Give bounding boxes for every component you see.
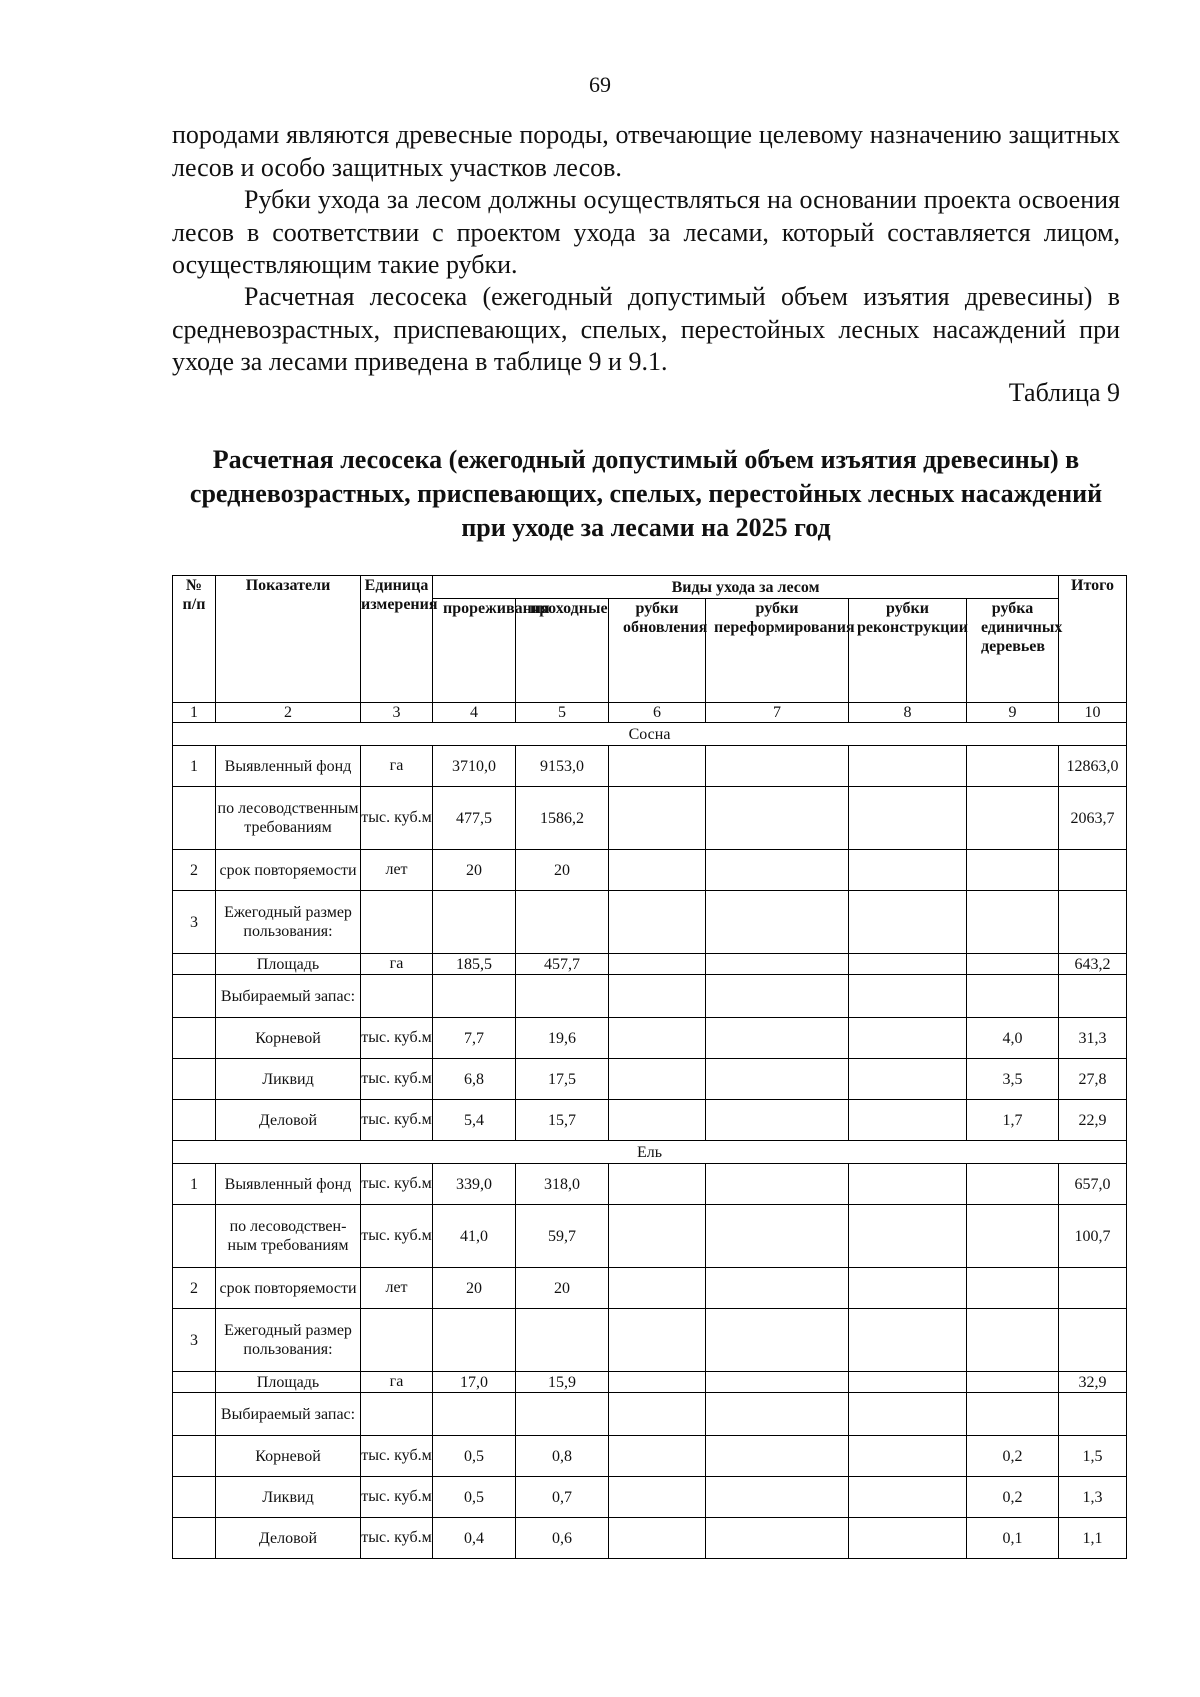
row-total: 100,7 (1059, 1205, 1127, 1268)
table-row (173, 1518, 1127, 1559)
row-number (173, 1477, 216, 1518)
row-total: 643,2 (1059, 954, 1127, 975)
section-name: Ель (173, 1141, 1127, 1164)
section-row (173, 1141, 1127, 1164)
row-unit: га (361, 1372, 433, 1393)
row-total: 12863,0 (1059, 746, 1127, 787)
row-indicator: Корневой (216, 1018, 361, 1059)
row-number (173, 1059, 216, 1100)
table-header (173, 576, 1127, 703)
row-value (609, 1100, 706, 1141)
column-number: 2 (216, 703, 361, 723)
row-number (173, 975, 216, 1018)
row-value (609, 1268, 706, 1309)
table-row (173, 1268, 1127, 1309)
row-value: 0,5 (433, 1436, 516, 1477)
header-type: рубки переформирования (706, 599, 849, 703)
table-row (173, 1164, 1127, 1205)
row-value (706, 1268, 849, 1309)
row-value: 20 (433, 850, 516, 891)
row-unit: тыс. куб.м (361, 787, 433, 850)
table-row (173, 850, 1127, 891)
row-total: 22,9 (1059, 1100, 1127, 1141)
table-row (173, 1372, 1127, 1393)
row-value (849, 746, 967, 787)
row-total: 657,0 (1059, 1164, 1127, 1205)
row-value (609, 1164, 706, 1205)
row-value (706, 1059, 849, 1100)
row-value (967, 975, 1059, 1018)
row-number: 3 (173, 891, 216, 954)
header-type: проходные (516, 599, 609, 703)
row-value: 0,2 (967, 1477, 1059, 1518)
header-type: рубка единичных деревьев (967, 599, 1059, 703)
row-total: 27,8 (1059, 1059, 1127, 1100)
row-value (609, 1309, 706, 1372)
row-number (173, 954, 216, 975)
row-indicator: Выбираемый запас: (216, 975, 361, 1018)
row-value (706, 746, 849, 787)
row-indicator: по лесоводствен-ным требованиям (216, 1205, 361, 1268)
header-type: прореживания (433, 599, 516, 703)
row-unit: тыс. куб.м (361, 1164, 433, 1205)
paragraph-2: Рубки ухода за лесом должны осуществляться на основании проекта освоения лесов в соответствии с проектом ухода за лесами, который составляется лицом, осуществляющим такие рубки. (172, 185, 1120, 279)
row-total (1059, 975, 1127, 1018)
column-number: 7 (706, 703, 849, 723)
row-value (967, 850, 1059, 891)
row-number (173, 1205, 216, 1268)
paragraph-1: породами являются древесные породы, отвечающие целевому назначению защитных лесов и особо защитных участков лесов. (172, 120, 1120, 182)
row-value: 7,7 (433, 1018, 516, 1059)
row-value (609, 1372, 706, 1393)
header-total: Итого (1059, 576, 1127, 703)
row-value (609, 975, 706, 1018)
table-row (173, 1059, 1127, 1100)
row-value: 17,5 (516, 1059, 609, 1100)
row-unit (361, 891, 433, 954)
row-value (849, 1205, 967, 1268)
row-value (849, 787, 967, 850)
row-value (433, 1309, 516, 1372)
header-indicators: Показатели (216, 576, 361, 703)
row-unit: лет (361, 850, 433, 891)
row-value (849, 1268, 967, 1309)
row-value: 41,0 (433, 1205, 516, 1268)
header-type: рубки обновления (609, 599, 706, 703)
row-value: 20 (516, 1268, 609, 1309)
row-value (849, 1309, 967, 1372)
row-value (609, 850, 706, 891)
row-value: 185,5 (433, 954, 516, 975)
section-name: Сосна (173, 723, 1127, 746)
column-number: 1 (173, 703, 216, 723)
row-value (849, 975, 967, 1018)
row-value (849, 850, 967, 891)
table-row (173, 975, 1127, 1018)
row-value (967, 1372, 1059, 1393)
page-number: 69 (589, 72, 611, 97)
row-unit: га (361, 954, 433, 975)
row-value: 5,4 (433, 1100, 516, 1141)
column-number: 4 (433, 703, 516, 723)
row-indicator: срок повторяемости (216, 1268, 361, 1309)
row-value (967, 891, 1059, 954)
row-value (706, 787, 849, 850)
row-value (706, 1018, 849, 1059)
row-value (609, 787, 706, 850)
row-value (706, 975, 849, 1018)
row-value: 0,7 (516, 1477, 609, 1518)
row-value (433, 891, 516, 954)
row-number (173, 1393, 216, 1436)
row-value: 0,1 (967, 1518, 1059, 1559)
table-row (173, 1205, 1127, 1268)
row-value (967, 954, 1059, 975)
row-value (609, 891, 706, 954)
row-value (516, 891, 609, 954)
row-total (1059, 850, 1127, 891)
row-value (706, 850, 849, 891)
table-row (173, 1477, 1127, 1518)
row-value (967, 1309, 1059, 1372)
row-value: 9153,0 (516, 746, 609, 787)
row-unit: тыс. куб.м (361, 1018, 433, 1059)
row-total: 1,5 (1059, 1436, 1127, 1477)
row-unit: тыс. куб.м (361, 1059, 433, 1100)
row-value (609, 1518, 706, 1559)
table-body (173, 703, 1127, 1559)
table-row (173, 1100, 1127, 1141)
header-care-types: Виды ухода за лесом (433, 576, 1059, 599)
row-value: 318,0 (516, 1164, 609, 1205)
row-indicator: Ежегодный размер пользования: (216, 891, 361, 954)
paragraph-3: Расчетная лесосека (ежегодный допустимый объем изъятия древесины) в средневозрастных, приспевающих, спелых, перестойных лесных насаждений при уходе за лесами приведена в таблице 9 и 9.1. (172, 282, 1120, 376)
row-number (173, 1436, 216, 1477)
row-value: 1,7 (967, 1100, 1059, 1141)
row-total (1059, 891, 1127, 954)
row-unit: га (361, 746, 433, 787)
table-row (173, 1436, 1127, 1477)
row-indicator: Ликвид (216, 1477, 361, 1518)
row-value (516, 1309, 609, 1372)
row-unit: тыс. куб.м (361, 1436, 433, 1477)
column-number: 10 (1059, 703, 1127, 723)
row-value: 59,7 (516, 1205, 609, 1268)
table-row (173, 1393, 1127, 1436)
row-value: 3710,0 (433, 746, 516, 787)
row-value (706, 1164, 849, 1205)
column-number: 9 (967, 703, 1059, 723)
row-value: 15,9 (516, 1372, 609, 1393)
row-unit: тыс. куб.м (361, 1100, 433, 1141)
row-value (433, 1393, 516, 1436)
row-value (516, 975, 609, 1018)
row-unit: лет (361, 1268, 433, 1309)
table-row (173, 1309, 1127, 1372)
row-value (706, 954, 849, 975)
row-value (849, 954, 967, 975)
row-total (1059, 1268, 1127, 1309)
table-row (173, 891, 1127, 954)
row-value (609, 1205, 706, 1268)
row-value (706, 891, 849, 954)
row-value (706, 1309, 849, 1372)
row-value: 457,7 (516, 954, 609, 975)
column-number: 3 (361, 703, 433, 723)
row-value: 0,6 (516, 1518, 609, 1559)
row-unit (361, 1393, 433, 1436)
table-title: Расчетная лесосека (ежегодный допустимый объем изъятия древесины) в средневозрастных, приспевающих, спелых, перестойных лесных насаждений при уходе за лесами на 2025 год (189, 445, 1103, 542)
row-value: 1586,2 (516, 787, 609, 850)
header-type: рубки реконструкции (849, 599, 967, 703)
row-indicator: Корневой (216, 1436, 361, 1477)
row-value (609, 1018, 706, 1059)
row-number: 1 (173, 746, 216, 787)
row-number: 3 (173, 1309, 216, 1372)
row-value: 339,0 (433, 1164, 516, 1205)
table-row (173, 787, 1127, 850)
row-indicator: Деловой (216, 1518, 361, 1559)
row-indicator: Площадь (216, 1372, 361, 1393)
header-unit: Единица измерения (361, 576, 433, 703)
row-value (849, 1477, 967, 1518)
column-numbers-row (173, 703, 1127, 723)
row-value (967, 787, 1059, 850)
row-value: 17,0 (433, 1372, 516, 1393)
row-value (849, 1059, 967, 1100)
row-number: 1 (173, 1164, 216, 1205)
allowable-cut-table (172, 575, 1127, 1559)
row-number: 2 (173, 1268, 216, 1309)
row-total (1059, 1309, 1127, 1372)
row-value (609, 1059, 706, 1100)
row-indicator: Выявленный фонд (216, 1164, 361, 1205)
row-value: 15,7 (516, 1100, 609, 1141)
row-total: 2063,7 (1059, 787, 1127, 850)
row-value (967, 746, 1059, 787)
row-unit (361, 975, 433, 1018)
row-value: 3,5 (967, 1059, 1059, 1100)
row-indicator: Выбираемый запас: (216, 1393, 361, 1436)
row-unit: тыс. куб.м (361, 1477, 433, 1518)
section-row (173, 723, 1127, 746)
column-number: 8 (849, 703, 967, 723)
row-value (706, 1205, 849, 1268)
row-value (609, 1393, 706, 1436)
row-value (849, 1372, 967, 1393)
row-value (706, 1436, 849, 1477)
row-value (706, 1518, 849, 1559)
row-value (706, 1477, 849, 1518)
row-value: 20 (516, 850, 609, 891)
row-total (1059, 1393, 1127, 1436)
row-indicator: срок повторяемости (216, 850, 361, 891)
row-unit: тыс. куб.м (361, 1518, 433, 1559)
row-indicator: Площадь (216, 954, 361, 975)
row-value (967, 1205, 1059, 1268)
row-value: 0,2 (967, 1436, 1059, 1477)
row-value (967, 1268, 1059, 1309)
row-value (433, 975, 516, 1018)
table-row (173, 1018, 1127, 1059)
row-total: 1,3 (1059, 1477, 1127, 1518)
row-indicator: Выявленный фонд (216, 746, 361, 787)
row-value (967, 1393, 1059, 1436)
row-indicator: Ежегодный размер пользования: (216, 1309, 361, 1372)
row-value (849, 1018, 967, 1059)
row-value (609, 746, 706, 787)
row-value: 0,5 (433, 1477, 516, 1518)
header-num: № п/п (173, 576, 216, 703)
row-value (849, 1100, 967, 1141)
row-value (849, 1393, 967, 1436)
table-label: Таблица 9 (1008, 378, 1120, 407)
row-value (849, 1518, 967, 1559)
row-indicator: по лесоводственным требованиям (216, 787, 361, 850)
row-value (609, 1477, 706, 1518)
row-indicator: Деловой (216, 1100, 361, 1141)
row-value: 19,6 (516, 1018, 609, 1059)
row-total: 31,3 (1059, 1018, 1127, 1059)
table-row (173, 746, 1127, 787)
row-value (609, 954, 706, 975)
row-value (849, 1436, 967, 1477)
row-number (173, 1018, 216, 1059)
row-value (849, 891, 967, 954)
row-value: 477,5 (433, 787, 516, 850)
row-unit: тыс. куб.м (361, 1205, 433, 1268)
row-number: 2 (173, 850, 216, 891)
row-value (706, 1393, 849, 1436)
row-value: 20 (433, 1268, 516, 1309)
table-row (173, 954, 1127, 975)
row-value (849, 1164, 967, 1205)
row-value (609, 1436, 706, 1477)
row-number (173, 787, 216, 850)
column-number: 6 (609, 703, 706, 723)
row-value: 4,0 (967, 1018, 1059, 1059)
row-value (706, 1372, 849, 1393)
row-value (516, 1393, 609, 1436)
row-total: 1,1 (1059, 1518, 1127, 1559)
row-total: 32,9 (1059, 1372, 1127, 1393)
row-unit (361, 1309, 433, 1372)
row-number (173, 1372, 216, 1393)
row-value: 0,8 (516, 1436, 609, 1477)
row-indicator: Ликвид (216, 1059, 361, 1100)
row-value (967, 1164, 1059, 1205)
column-number: 5 (516, 703, 609, 723)
row-number (173, 1100, 216, 1141)
row-value: 6,8 (433, 1059, 516, 1100)
row-value (706, 1100, 849, 1141)
row-value: 0,4 (433, 1518, 516, 1559)
row-number (173, 1518, 216, 1559)
